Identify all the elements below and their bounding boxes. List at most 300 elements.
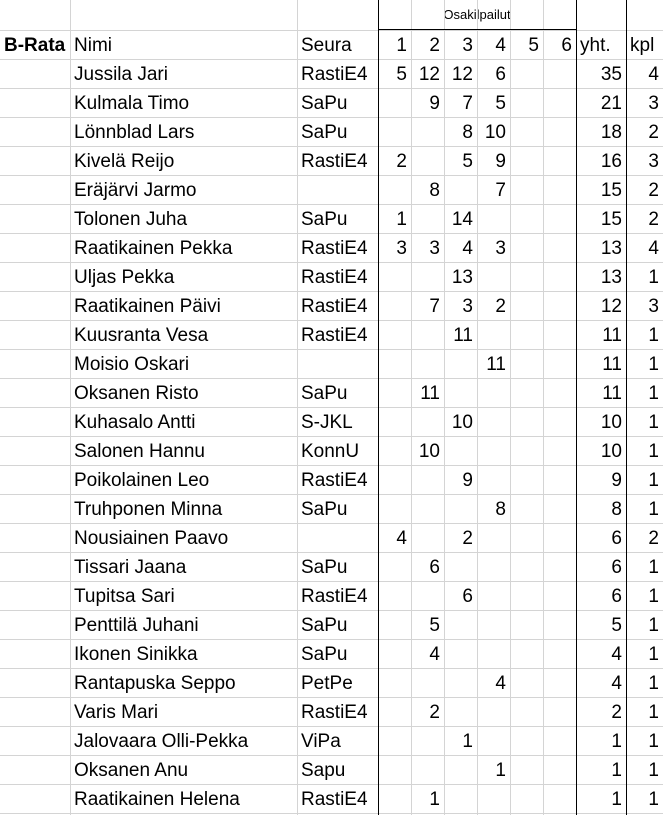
name-cell[interactable]: Raatikainen Pekka xyxy=(74,238,233,259)
section-label-cell[interactable]: B-Rata xyxy=(4,35,66,56)
score-cell[interactable]: 1 xyxy=(611,731,622,752)
score-cell[interactable]: 11 xyxy=(486,354,506,375)
score-cell[interactable] xyxy=(510,437,543,466)
club-cell[interactable]: RastiE4 xyxy=(301,789,368,810)
score-cell[interactable] xyxy=(378,408,411,437)
name-cell[interactable]: Oksanen Risto xyxy=(74,383,199,404)
score-cell[interactable] xyxy=(378,495,411,524)
grid-row-line xyxy=(0,117,663,118)
score-cell[interactable] xyxy=(543,437,576,466)
score-cell[interactable] xyxy=(378,379,411,408)
score-cell[interactable] xyxy=(411,582,444,611)
header-cell[interactable]: 2 xyxy=(429,35,440,56)
score-cell[interactable] xyxy=(378,553,411,582)
score-cell[interactable] xyxy=(543,118,576,147)
score-cell[interactable] xyxy=(411,408,444,437)
score-cell[interactable]: 10 xyxy=(600,412,622,433)
score-cell[interactable]: 12 xyxy=(600,296,622,317)
score-cell[interactable] xyxy=(510,669,543,698)
score-cell[interactable] xyxy=(477,205,510,234)
score-cell[interactable]: 6 xyxy=(611,557,622,578)
score-cell[interactable]: 15 xyxy=(600,180,622,201)
header-cell[interactable]: Seura xyxy=(301,35,352,56)
club-cell[interactable]: RastiE4 xyxy=(301,470,368,491)
grid-row-line xyxy=(0,784,663,785)
score-cell[interactable] xyxy=(510,234,543,263)
grid-row-line xyxy=(0,175,663,176)
score-cell[interactable]: 3 xyxy=(495,238,506,259)
score-cell[interactable]: 6 xyxy=(462,586,473,607)
club-cell[interactable]: SaPu xyxy=(301,499,348,520)
score-cell[interactable] xyxy=(444,756,477,785)
name-cell[interactable]: Kivelä Reijo xyxy=(74,151,175,172)
score-cell[interactable]: 8 xyxy=(611,499,622,520)
score-cell[interactable] xyxy=(510,350,543,379)
score-cell[interactable] xyxy=(378,640,411,669)
score-cell[interactable] xyxy=(411,669,444,698)
score-cell[interactable]: 1 xyxy=(648,586,659,607)
score-cell[interactable]: 9 xyxy=(429,93,440,114)
score-cell[interactable]: 1 xyxy=(648,383,659,404)
score-cell[interactable] xyxy=(477,524,510,553)
club-cell[interactable]: RastiE4 xyxy=(301,586,368,607)
score-cell[interactable]: 11 xyxy=(602,383,622,404)
name-cell[interactable]: Salonen Hannu xyxy=(74,441,205,462)
score-cell[interactable] xyxy=(510,582,543,611)
score-cell[interactable]: 1 xyxy=(648,673,659,694)
header-cell[interactable]: kpl xyxy=(630,35,655,56)
score-cell[interactable]: 1 xyxy=(648,267,659,288)
score-cell[interactable]: 1 xyxy=(648,760,659,781)
score-cell[interactable] xyxy=(477,408,510,437)
score-cell[interactable] xyxy=(543,379,576,408)
score-cell[interactable]: 13 xyxy=(451,267,473,288)
score-cell[interactable] xyxy=(510,727,543,756)
club-cell[interactable]: SaPu xyxy=(301,122,348,143)
group-border-line xyxy=(626,0,627,815)
grid-row-line xyxy=(0,233,663,234)
grid-row-line xyxy=(0,88,663,89)
score-cell[interactable] xyxy=(510,524,543,553)
score-cell[interactable] xyxy=(543,756,576,785)
score-cell[interactable] xyxy=(510,408,543,437)
header-cell[interactable]: 1 xyxy=(396,35,407,56)
score-cell[interactable]: 11 xyxy=(602,325,622,346)
club-cell[interactable] xyxy=(297,524,378,553)
grid-row-line xyxy=(0,581,663,582)
score-cell[interactable]: 4 xyxy=(648,238,659,259)
score-cell[interactable]: 1 xyxy=(396,209,407,230)
name-cell[interactable]: Tissari Jaana xyxy=(74,557,187,578)
score-cell[interactable]: 18 xyxy=(600,122,622,143)
score-cell[interactable] xyxy=(411,263,444,292)
score-cell[interactable] xyxy=(510,118,543,147)
group-border-line xyxy=(576,0,577,815)
club-cell[interactable]: RastiE4 xyxy=(301,267,368,288)
score-cell[interactable] xyxy=(378,582,411,611)
score-cell[interactable]: 13 xyxy=(600,267,622,288)
grid-row-line xyxy=(0,813,663,814)
club-cell[interactable]: RastiE4 xyxy=(301,151,368,172)
name-cell[interactable]: Raatikainen Päivi xyxy=(74,296,221,317)
name-cell[interactable]: Uljas Pekka xyxy=(74,267,175,288)
score-cell[interactable]: 6 xyxy=(429,557,440,578)
name-cell[interactable]: Rantapuska Seppo xyxy=(74,673,236,694)
score-cell[interactable] xyxy=(510,147,543,176)
score-cell[interactable]: 10 xyxy=(484,122,506,143)
score-cell[interactable] xyxy=(543,350,576,379)
score-cell[interactable] xyxy=(543,176,576,205)
score-cell[interactable]: 8 xyxy=(462,122,473,143)
grid-row-line xyxy=(0,146,663,147)
score-cell[interactable]: 10 xyxy=(451,412,473,433)
score-cell[interactable]: 8 xyxy=(495,499,506,520)
score-cell[interactable] xyxy=(510,263,543,292)
score-cell[interactable]: 1 xyxy=(648,615,659,636)
grid-row-line xyxy=(0,349,663,350)
score-cell[interactable] xyxy=(378,785,411,814)
score-cell[interactable]: 3 xyxy=(429,238,440,259)
score-cell[interactable] xyxy=(543,553,576,582)
score-cell[interactable]: 1 xyxy=(462,731,473,752)
club-cell[interactable]: RastiE4 xyxy=(301,238,368,259)
score-cell[interactable]: 5 xyxy=(429,615,440,636)
grid-row-line xyxy=(0,610,663,611)
grid-row-line xyxy=(0,378,663,379)
score-cell[interactable] xyxy=(543,263,576,292)
group-border-line xyxy=(378,29,576,30)
score-cell[interactable] xyxy=(510,466,543,495)
score-cell[interactable] xyxy=(444,379,477,408)
score-cell[interactable] xyxy=(477,379,510,408)
score-cell[interactable]: 7 xyxy=(429,296,440,317)
club-cell[interactable]: RastiE4 xyxy=(301,702,368,723)
score-cell[interactable]: 12 xyxy=(418,64,440,85)
score-cell[interactable] xyxy=(543,495,576,524)
club-cell[interactable] xyxy=(297,350,378,379)
grid-row-line xyxy=(0,668,663,669)
score-cell[interactable] xyxy=(543,785,576,814)
score-cell[interactable] xyxy=(477,263,510,292)
score-cell[interactable]: 21 xyxy=(600,93,622,114)
score-cell[interactable]: 2 xyxy=(648,209,659,230)
score-cell[interactable] xyxy=(378,176,411,205)
header-cell[interactable]: Nimi xyxy=(74,35,112,56)
grid-row-line xyxy=(0,30,663,31)
name-cell[interactable]: Lönnblad Lars xyxy=(74,122,195,143)
score-cell[interactable]: 2 xyxy=(396,151,407,172)
score-cell[interactable]: 1 xyxy=(495,760,506,781)
score-cell[interactable] xyxy=(477,785,510,814)
score-cell[interactable]: 7 xyxy=(462,93,473,114)
score-cell[interactable] xyxy=(543,408,576,437)
score-cell[interactable]: 1 xyxy=(611,760,622,781)
score-cell[interactable] xyxy=(543,234,576,263)
score-cell[interactable] xyxy=(510,553,543,582)
name-cell[interactable]: Moisio Oskari xyxy=(74,354,190,375)
score-cell[interactable]: 4 xyxy=(648,64,659,85)
score-cell[interactable]: 5 xyxy=(396,64,407,85)
header-cell[interactable]: yht. xyxy=(580,35,611,56)
score-cell[interactable] xyxy=(378,611,411,640)
club-cell[interactable] xyxy=(297,176,378,205)
header-cell[interactable]: 6 xyxy=(561,35,572,56)
name-cell[interactable]: Jalovaara Olli-Pekka xyxy=(74,731,249,752)
score-cell[interactable]: 9 xyxy=(495,151,506,172)
name-cell[interactable]: Kuusranta Vesa xyxy=(74,325,209,346)
score-cell[interactable] xyxy=(444,553,477,582)
score-cell[interactable] xyxy=(543,292,576,321)
club-cell[interactable]: SaPu xyxy=(301,209,348,230)
score-cell[interactable] xyxy=(378,321,411,350)
name-cell[interactable]: Eräjärvi Jarmo xyxy=(74,180,197,201)
score-cell[interactable]: 1 xyxy=(648,644,659,665)
name-cell[interactable]: Varis Mari xyxy=(74,702,159,723)
score-cell[interactable] xyxy=(378,756,411,785)
score-cell[interactable]: 4 xyxy=(429,644,440,665)
score-cell[interactable]: 1 xyxy=(611,789,622,810)
score-cell[interactable] xyxy=(378,698,411,727)
score-cell[interactable] xyxy=(543,147,576,176)
club-cell[interactable]: RastiE4 xyxy=(301,325,368,346)
grid-row-line xyxy=(0,436,663,437)
grid-row-line xyxy=(0,407,663,408)
score-cell[interactable]: 7 xyxy=(495,180,506,201)
score-cell[interactable] xyxy=(477,727,510,756)
score-cell[interactable]: 1 xyxy=(648,441,659,462)
score-cell[interactable] xyxy=(510,611,543,640)
grid-row-line xyxy=(0,291,663,292)
score-cell[interactable]: 1 xyxy=(648,354,659,375)
score-cell[interactable]: 3 xyxy=(648,93,659,114)
score-cell[interactable]: 6 xyxy=(495,64,506,85)
grid-row-line xyxy=(0,523,663,524)
score-cell[interactable] xyxy=(411,495,444,524)
score-cell[interactable] xyxy=(477,437,510,466)
score-cell[interactable]: 9 xyxy=(462,470,473,491)
club-cell[interactable]: PetPe xyxy=(301,673,353,694)
score-cell[interactable]: 4 xyxy=(611,673,622,694)
score-cell[interactable]: 1 xyxy=(648,325,659,346)
score-cell[interactable] xyxy=(444,437,477,466)
club-cell[interactable]: Sapu xyxy=(301,760,346,781)
score-cell[interactable] xyxy=(543,321,576,350)
score-cell[interactable] xyxy=(444,785,477,814)
score-cell[interactable] xyxy=(444,698,477,727)
score-cell[interactable]: 6 xyxy=(611,528,622,549)
grid-row-line xyxy=(0,494,663,495)
score-cell[interactable] xyxy=(411,756,444,785)
score-cell[interactable] xyxy=(510,176,543,205)
score-cell[interactable]: 2 xyxy=(495,296,506,317)
score-cell[interactable] xyxy=(411,466,444,495)
score-cell[interactable] xyxy=(378,292,411,321)
score-cell[interactable]: 2 xyxy=(648,528,659,549)
score-cell[interactable]: 10 xyxy=(418,441,440,462)
score-cell[interactable] xyxy=(411,321,444,350)
score-cell[interactable] xyxy=(444,640,477,669)
score-cell[interactable]: 1 xyxy=(648,499,659,520)
score-cell[interactable]: 1 xyxy=(429,789,440,810)
score-cell[interactable] xyxy=(543,205,576,234)
score-cell[interactable] xyxy=(444,611,477,640)
score-cell[interactable] xyxy=(477,553,510,582)
score-cell[interactable]: 6 xyxy=(611,586,622,607)
score-cell[interactable] xyxy=(378,727,411,756)
club-cell[interactable]: ViPa xyxy=(301,731,341,752)
name-cell[interactable]: Kuhasalo Antti xyxy=(74,412,196,433)
score-cell[interactable]: 4 xyxy=(611,644,622,665)
score-cell[interactable]: 35 xyxy=(600,64,622,85)
header-cell[interactable]: 4 xyxy=(495,35,506,56)
grid-row-line xyxy=(0,465,663,466)
score-cell[interactable]: 9 xyxy=(611,470,622,491)
score-cell[interactable] xyxy=(411,350,444,379)
score-cell[interactable] xyxy=(378,89,411,118)
score-cell[interactable] xyxy=(411,524,444,553)
score-cell[interactable] xyxy=(477,466,510,495)
score-cell[interactable]: 2 xyxy=(462,528,473,549)
score-cell[interactable] xyxy=(378,437,411,466)
score-cell[interactable]: 1 xyxy=(648,557,659,578)
score-cell[interactable] xyxy=(543,89,576,118)
score-cell[interactable] xyxy=(543,669,576,698)
grid-row-line xyxy=(0,755,663,756)
score-cell[interactable]: 2 xyxy=(429,702,440,723)
score-cell[interactable] xyxy=(411,205,444,234)
score-cell[interactable] xyxy=(444,176,477,205)
grid-row-line xyxy=(0,204,663,205)
name-cell[interactable]: Raatikainen Helena xyxy=(74,789,240,810)
score-cell[interactable] xyxy=(477,698,510,727)
club-cell[interactable]: SaPu xyxy=(301,93,348,114)
header-cell[interactable]: 5 xyxy=(528,35,539,56)
score-cell[interactable] xyxy=(510,698,543,727)
score-cell[interactable]: 12 xyxy=(451,64,473,85)
score-cell[interactable] xyxy=(378,669,411,698)
score-cell[interactable] xyxy=(510,785,543,814)
score-cell[interactable]: 5 xyxy=(611,615,622,636)
score-cell[interactable]: 14 xyxy=(451,209,473,230)
score-cell[interactable] xyxy=(543,698,576,727)
name-cell[interactable]: Jussila Jari xyxy=(74,64,168,85)
name-cell[interactable]: Oksanen Anu xyxy=(74,760,189,781)
score-cell[interactable]: 4 xyxy=(462,238,473,259)
score-cell[interactable]: 2 xyxy=(648,122,659,143)
score-cell[interactable]: 15 xyxy=(600,209,622,230)
score-cell[interactable]: 4 xyxy=(495,673,506,694)
score-cell[interactable] xyxy=(543,466,576,495)
score-cell[interactable] xyxy=(543,640,576,669)
score-cell[interactable] xyxy=(510,60,543,89)
grid-row-line xyxy=(0,320,663,321)
score-cell[interactable] xyxy=(444,495,477,524)
score-cell[interactable] xyxy=(411,147,444,176)
score-cell[interactable]: 3 xyxy=(396,238,407,259)
score-cell[interactable]: 8 xyxy=(429,180,440,201)
score-cell[interactable] xyxy=(477,321,510,350)
club-cell[interactable]: S-JKL xyxy=(301,412,353,433)
name-cell[interactable]: Penttilä Juhani xyxy=(74,615,199,636)
name-cell[interactable]: Ikonen Sinikka xyxy=(74,644,198,665)
score-cell[interactable]: 3 xyxy=(648,296,659,317)
score-cell[interactable]: 4 xyxy=(396,528,407,549)
club-cell[interactable]: SaPu xyxy=(301,615,348,636)
score-cell[interactable] xyxy=(378,263,411,292)
club-cell[interactable]: RastiE4 xyxy=(301,296,368,317)
score-cell[interactable]: 11 xyxy=(602,354,622,375)
club-cell[interactable]: SaPu xyxy=(301,383,348,404)
score-cell[interactable]: 16 xyxy=(600,151,622,172)
score-cell[interactable] xyxy=(444,350,477,379)
score-cell[interactable]: 13 xyxy=(600,238,622,259)
score-cell[interactable]: 1 xyxy=(648,702,659,723)
score-cell[interactable]: 5 xyxy=(495,93,506,114)
club-cell[interactable]: RastiE4 xyxy=(301,64,368,85)
score-cell[interactable] xyxy=(543,524,576,553)
score-cell[interactable]: 2 xyxy=(648,180,659,201)
score-cell[interactable] xyxy=(510,756,543,785)
score-cell[interactable] xyxy=(510,495,543,524)
score-cell[interactable] xyxy=(378,350,411,379)
score-cell[interactable] xyxy=(444,669,477,698)
score-cell[interactable] xyxy=(477,611,510,640)
score-cell[interactable] xyxy=(543,611,576,640)
score-cell[interactable] xyxy=(411,727,444,756)
group-border-line xyxy=(378,0,379,815)
score-cell[interactable]: 11 xyxy=(420,383,440,404)
header-cell[interactable]: 3 xyxy=(462,35,473,56)
score-cell[interactable] xyxy=(543,727,576,756)
score-cell[interactable]: 2 xyxy=(611,702,622,723)
grid-row-line xyxy=(0,639,663,640)
score-cell[interactable]: 1 xyxy=(648,731,659,752)
name-cell[interactable]: Nousiainen Paavo xyxy=(74,528,229,549)
score-cell[interactable]: 5 xyxy=(462,151,473,172)
score-cell[interactable]: 3 xyxy=(648,151,659,172)
score-cell[interactable] xyxy=(378,466,411,495)
score-cell[interactable] xyxy=(510,205,543,234)
score-cell[interactable] xyxy=(477,640,510,669)
score-cell[interactable] xyxy=(378,118,411,147)
score-cell[interactable] xyxy=(543,582,576,611)
score-cell[interactable] xyxy=(510,640,543,669)
score-cell[interactable]: 10 xyxy=(600,441,622,462)
score-cell[interactable] xyxy=(543,60,576,89)
name-cell[interactable]: Tupitsa Sari xyxy=(74,586,175,607)
name-cell[interactable]: Kulmala Timo xyxy=(74,93,190,114)
club-cell[interactable]: KonnU xyxy=(301,441,360,462)
name-cell[interactable]: Truhponen Minna xyxy=(74,499,223,520)
score-cell[interactable]: 1 xyxy=(648,470,659,491)
score-cell[interactable] xyxy=(510,292,543,321)
score-cell[interactable]: 3 xyxy=(462,296,473,317)
score-cell[interactable]: 11 xyxy=(453,325,473,346)
score-cell[interactable] xyxy=(510,379,543,408)
score-cell[interactable] xyxy=(411,118,444,147)
name-cell[interactable]: Tolonen Juha xyxy=(74,209,188,230)
club-cell[interactable]: SaPu xyxy=(301,557,348,578)
score-cell[interactable]: 1 xyxy=(648,412,659,433)
grid-row-line xyxy=(0,552,663,553)
score-cell[interactable] xyxy=(477,582,510,611)
name-cell[interactable]: Poikolainen Leo xyxy=(74,470,210,491)
score-cell[interactable]: 1 xyxy=(648,789,659,810)
grid-row-line xyxy=(0,726,663,727)
score-cell[interactable] xyxy=(510,89,543,118)
score-cell[interactable] xyxy=(510,321,543,350)
club-cell[interactable]: SaPu xyxy=(301,644,348,665)
